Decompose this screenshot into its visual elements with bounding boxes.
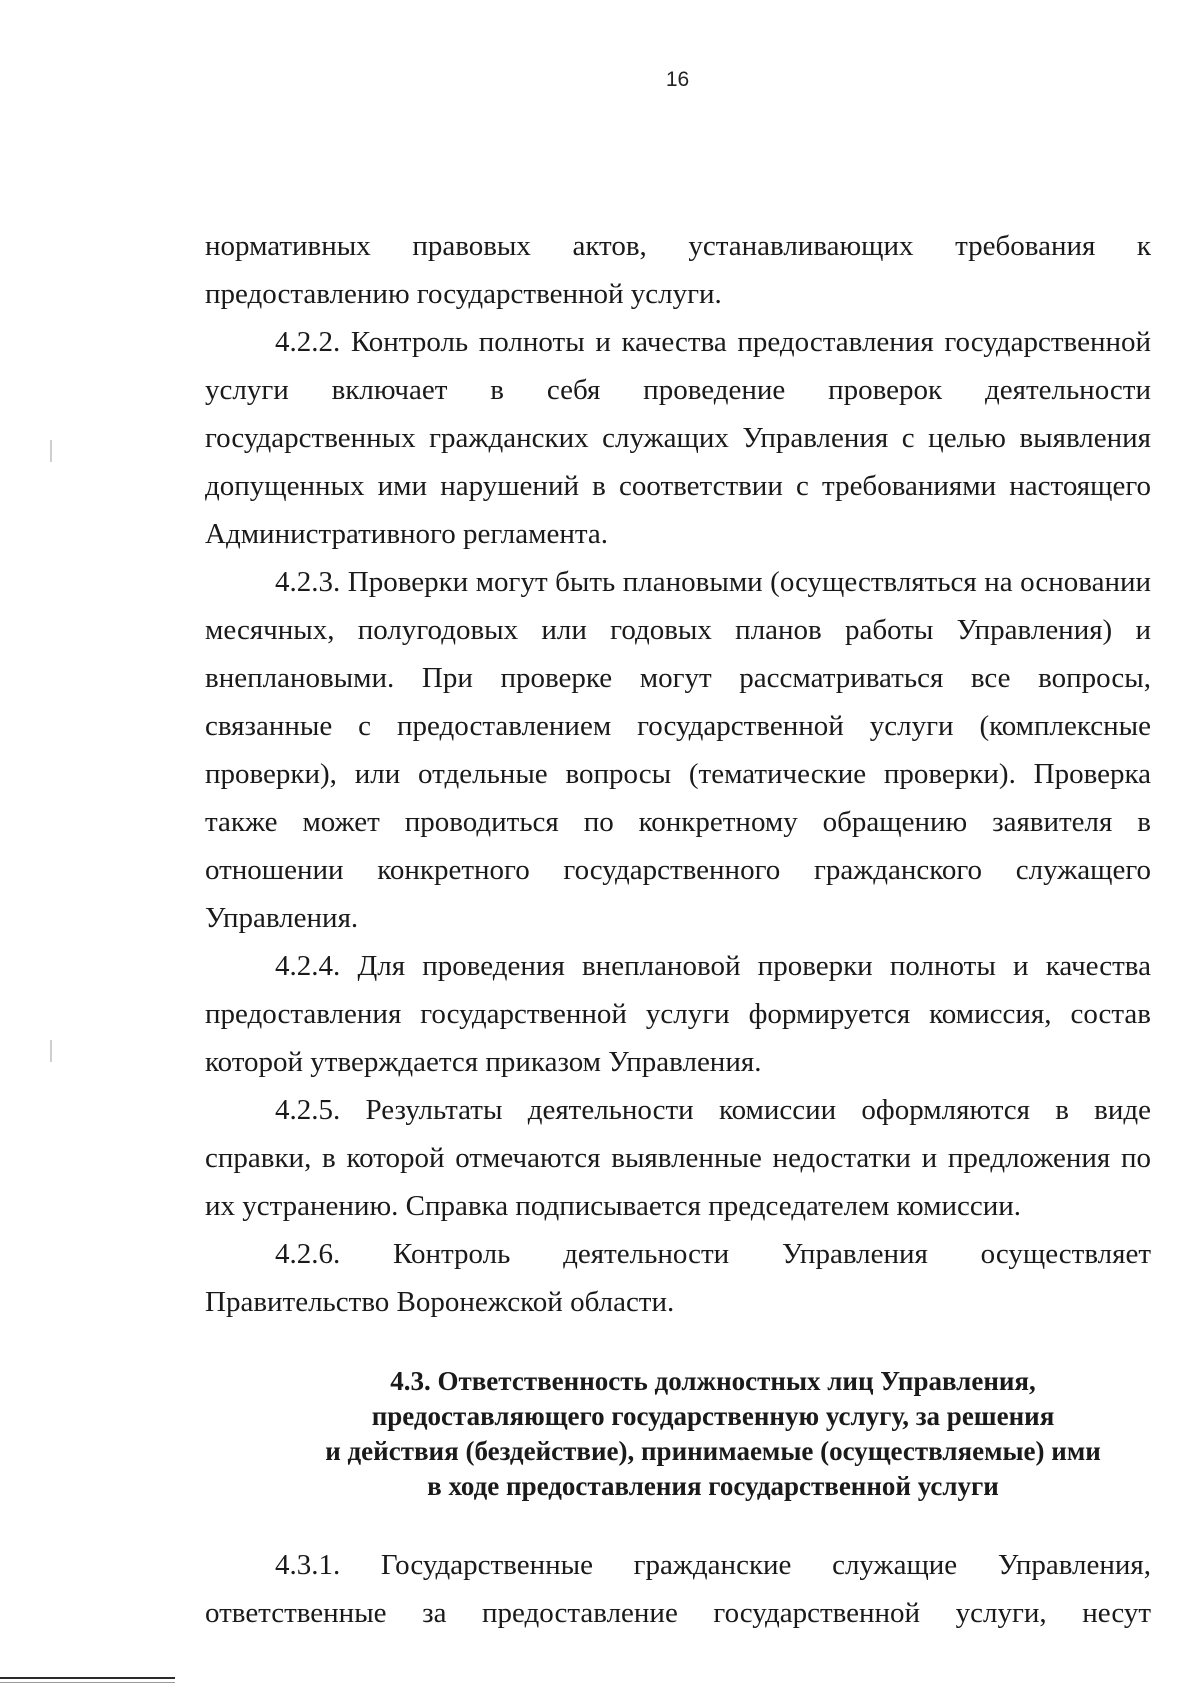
footer-rule-light <box>0 1682 175 1683</box>
page-number: 16 <box>665 68 690 91</box>
section-heading-4-3 <box>205 1364 1151 1504</box>
paragraph-4-3-1: 4.3.1. Государственные гражданские служащие Управления, ответственные за предоставление государственной услуги, несут <box>205 1549 1151 1629</box>
heading-line: 4.3. Ответственность должностных лиц Управления, <box>390 1366 1036 1396</box>
paragraph-continuation-line1: нормативных правовых актов, устанавливающих требования к <box>205 230 1151 262</box>
document-body <box>205 222 1151 1637</box>
paragraph-4-2-4: 4.2.4. Для проведения внеплановой проверки полноты и качества предоставления государственной услуги формируется комиссия, состав которой утверждается приказом Управления. <box>205 950 1151 1078</box>
paragraph-4-2-3: 4.2.3. Проверки могут быть плановыми (осуществляться на основании месячных, полугодовых или годовых планов работы Управления) и внеплановыми. При проверке могут рассматриваться все вопросы, связанные с предоставлением государственной услуги (комплексные проверки), или отдельные вопросы (тематические проверки). Проверка также может проводиться по конкретному обращению заявителя в отношении конкретного государственного гражданского служащего Управления. <box>205 566 1151 934</box>
heading-line: в ходе предоставления государственной услуги <box>427 1471 999 1501</box>
margin-mark <box>50 440 52 462</box>
paragraph-4-2-6: 4.2.6. Контроль деятельности Управления осуществляет Правительство Воронежской области. <box>205 1238 1151 1318</box>
paragraph-4-2-5: 4.2.5. Результаты деятельности комиссии оформляются в виде справки, в которой отмечаются выявленные недостатки и предложения по их устранению. Справка подписывается председателем комиссии. <box>205 1094 1151 1222</box>
paragraph-continuation-line2: предоставлению государственной услуги. <box>205 278 722 310</box>
margin-mark <box>50 1040 52 1062</box>
heading-line: предоставляющего государственную услугу, за решения <box>371 1401 1055 1431</box>
footer-rule <box>0 1677 175 1679</box>
paragraph-4-2-2: 4.2.2. Контроль полноты и качества предоставления государственной услуги включает в себя проведение проверок деятельности государственных гражданских служащих Управления с целью выявления допущенных ими нарушений в соответствии с требованиями настоящего Административного регламента. <box>205 326 1151 550</box>
heading-line: и действия (бездействие), принимаемые (осуществляемые) ими <box>325 1436 1101 1466</box>
